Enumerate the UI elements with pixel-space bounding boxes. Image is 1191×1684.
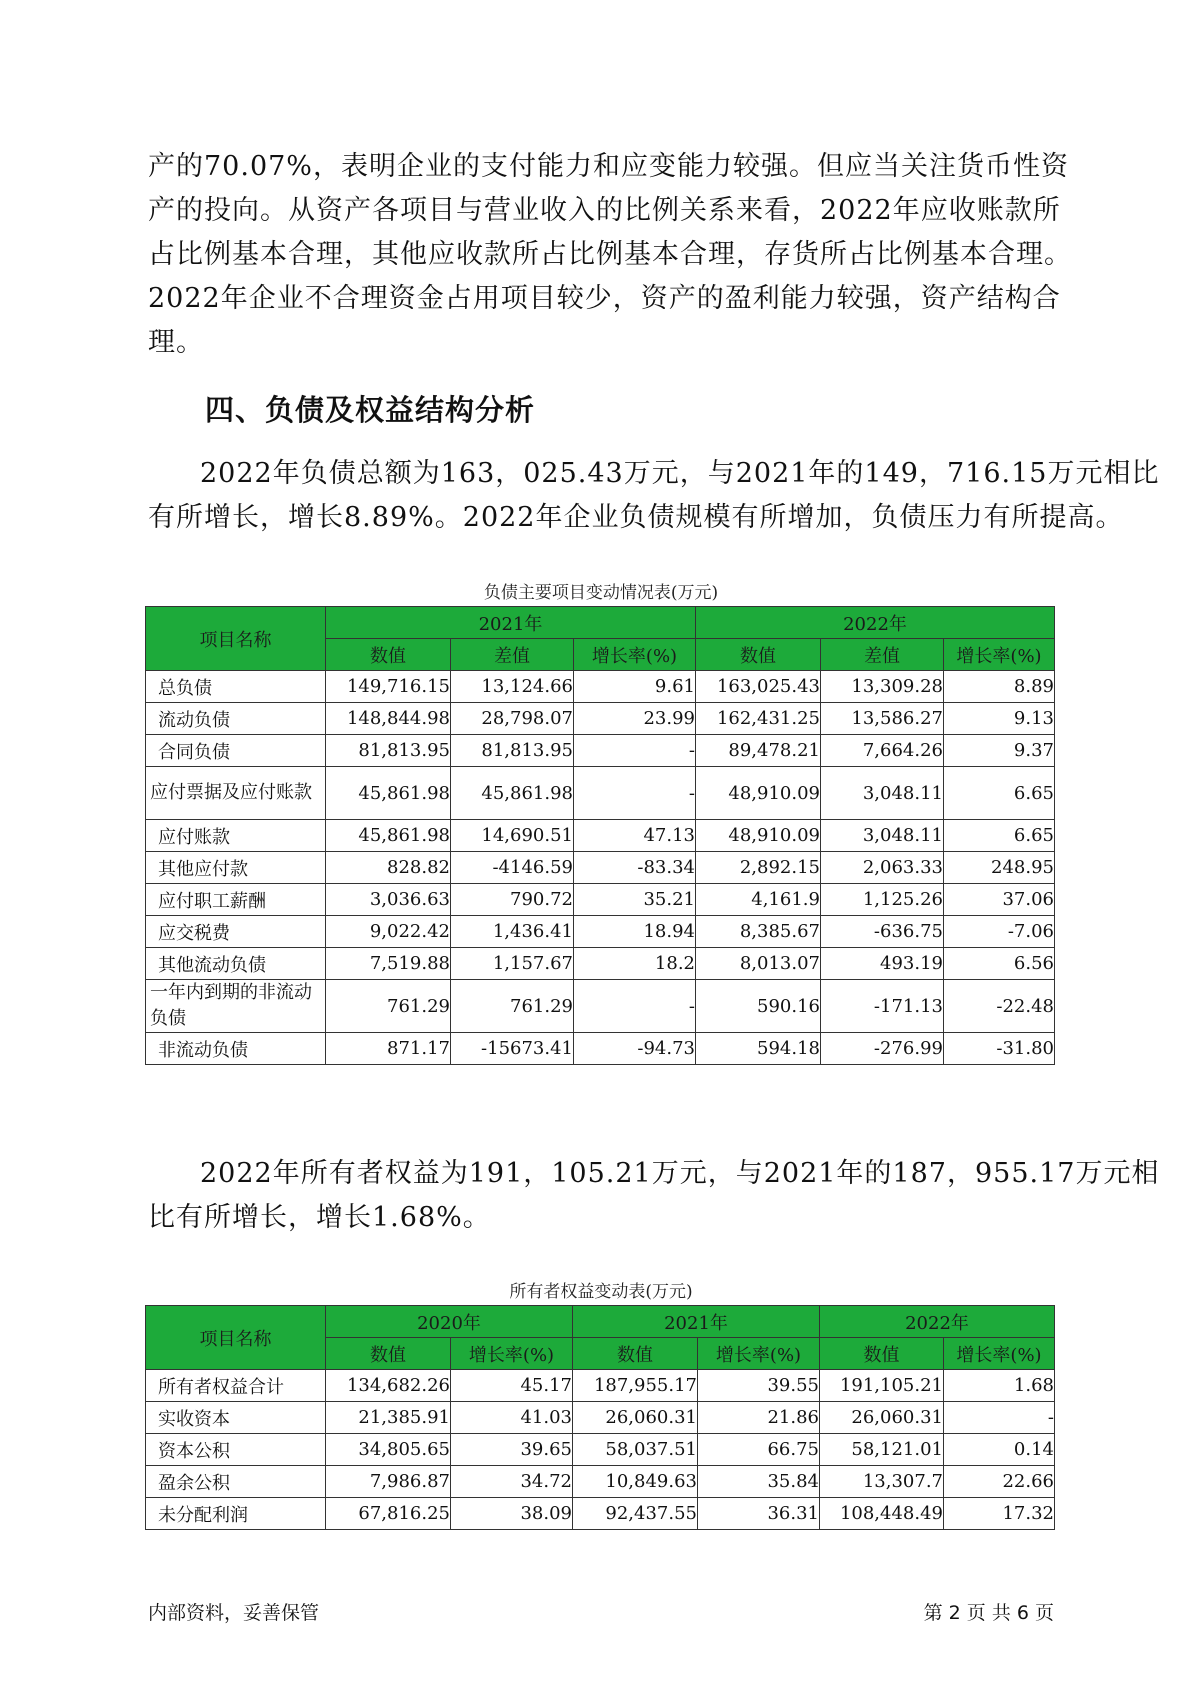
table-row (146, 735, 1055, 767)
table-cell: 8.89 (944, 671, 1055, 703)
table-cell: 18.94 (574, 916, 696, 948)
table-row (146, 820, 1055, 852)
table-cell: 66.75 (698, 1434, 820, 1466)
liability-line: 2022年负债总额为163，025.43万元，与2021年的149，716.15万元相比 (200, 458, 1160, 489)
table-cell: 10,849.63 (573, 1466, 698, 1498)
table-cell: 149,716.15 (326, 671, 451, 703)
table-cell: 3,048.11 (821, 767, 944, 820)
table-cell: 163,025.43 (696, 671, 821, 703)
table-cell: 35.21 (574, 884, 696, 916)
intro-line: 占比例基本合理，其他应收款所占比例基本合理，存货所占比例基本合理。 (148, 239, 1072, 270)
column-header: 差值 (451, 639, 574, 671)
equity-paragraph (148, 1152, 1160, 1240)
table-cell: 134,682.26 (326, 1370, 451, 1402)
table-row (146, 1370, 1055, 1402)
column-header-year: 2021年 (326, 607, 696, 639)
equity-table-caption: 所有者权益变动表(万元) (509, 1282, 693, 1302)
table-cell: 108,448.49 (820, 1498, 944, 1530)
table-cell: 0.14 (944, 1434, 1055, 1466)
table-cell: 9.37 (944, 735, 1055, 767)
table-cell: 67,816.25 (326, 1498, 451, 1530)
table-cell: -83.34 (574, 852, 696, 884)
table-cell: 18.2 (574, 948, 696, 980)
table-row (146, 1466, 1055, 1498)
row-label: 未分配利润 (146, 1498, 326, 1530)
table-row (146, 1033, 1055, 1065)
table-cell: 871.17 (326, 1033, 451, 1065)
row-label: 一年内到期的非流动负债 (146, 980, 326, 1033)
table-cell: 21.86 (698, 1402, 820, 1434)
table-cell: 48,910.09 (696, 767, 821, 820)
table-cell: 1,157.67 (451, 948, 574, 980)
table-cell: 6.56 (944, 948, 1055, 980)
row-label: 其他流动负债 (146, 948, 326, 980)
table-cell: 9.61 (574, 671, 696, 703)
table-cell: 22.66 (944, 1466, 1055, 1498)
table-cell: 3,036.63 (326, 884, 451, 916)
row-label: 流动负债 (146, 703, 326, 735)
table-cell: 89,478.21 (696, 735, 821, 767)
table-cell: 1.68 (944, 1370, 1055, 1402)
table-cell: 7,519.88 (326, 948, 451, 980)
table-cell: 761.29 (451, 980, 574, 1033)
table-cell: - (574, 767, 696, 820)
table-cell: -4146.59 (451, 852, 574, 884)
table-cell: 493.19 (821, 948, 944, 980)
table-cell: 3,048.11 (821, 820, 944, 852)
intro-line: 2022年企业不合理资金占用项目较少，资产的盈利能力较强，资产结构合 (148, 283, 1061, 314)
table-cell: 248.95 (944, 852, 1055, 884)
table-cell: 13,307.7 (820, 1466, 944, 1498)
table-cell: 8,385.67 (696, 916, 821, 948)
column-header-item-name: 项目名称 (146, 607, 326, 671)
table-row (146, 980, 1055, 1033)
table-row (146, 884, 1055, 916)
column-header: 数值 (326, 1338, 451, 1370)
liability-paragraph (148, 452, 1160, 540)
table-cell: 761.29 (326, 980, 451, 1033)
column-header-item-name: 项目名称 (146, 1306, 326, 1370)
table-cell: 37.06 (944, 884, 1055, 916)
section-heading: 四、负债及权益结构分析 (205, 393, 536, 427)
table-row (146, 1498, 1055, 1530)
table-cell: 191,105.21 (820, 1370, 944, 1402)
table-cell: 47.13 (574, 820, 696, 852)
table-cell: 58,037.51 (573, 1434, 698, 1466)
row-label: 应付职工薪酬 (146, 884, 326, 916)
column-header-year: 2022年 (820, 1306, 1055, 1338)
table-cell: 828.82 (326, 852, 451, 884)
table-cell: 17.32 (944, 1498, 1055, 1530)
table-cell: 92,437.55 (573, 1498, 698, 1530)
table-cell: 48,910.09 (696, 820, 821, 852)
table-cell: 8,013.07 (696, 948, 821, 980)
table-cell: 9.13 (944, 703, 1055, 735)
table-cell: 36.31 (698, 1498, 820, 1530)
table-cell: 39.55 (698, 1370, 820, 1402)
column-header: 差值 (821, 639, 944, 671)
table-cell: 1,125.26 (821, 884, 944, 916)
table-cell: 34,805.65 (326, 1434, 451, 1466)
intro-line: 产的投向。从资产各项目与营业收入的比例关系来看，2022年应收账款所 (148, 195, 1061, 226)
table-row (146, 948, 1055, 980)
table-cell: 26,060.31 (820, 1402, 944, 1434)
column-header: 数值 (696, 639, 821, 671)
footer-left: 内部资料，妥善保管 (148, 1602, 320, 1624)
table-cell: 790.72 (451, 884, 574, 916)
table-cell: 6.65 (944, 820, 1055, 852)
table-cell: 594.18 (696, 1033, 821, 1065)
table-cell: 81,813.95 (326, 735, 451, 767)
table-cell: 23.99 (574, 703, 696, 735)
row-label: 应付票据及应付账款 (146, 767, 326, 820)
table-cell: 13,124.66 (451, 671, 574, 703)
table-cell: 45,861.98 (326, 767, 451, 820)
table-cell: 2,063.33 (821, 852, 944, 884)
footer-page-number: 第 2 页 共 6 页 (923, 1602, 1054, 1624)
liability-table-caption: 负债主要项目变动情况表(万元) (483, 583, 719, 603)
intro-line: 产的70.07%，表明企业的支付能力和应变能力较强。但应当关注货币性资 (148, 151, 1069, 182)
table-row (146, 671, 1055, 703)
column-header: 增长率(%) (574, 639, 696, 671)
column-header: 增长率(%) (944, 639, 1055, 671)
table-cell: 26,060.31 (573, 1402, 698, 1434)
row-label: 实收资本 (146, 1402, 326, 1434)
table-cell: 148,844.98 (326, 703, 451, 735)
column-header: 数值 (820, 1338, 944, 1370)
column-header-year: 2020年 (326, 1306, 573, 1338)
table-row (146, 852, 1055, 884)
column-header: 数值 (573, 1338, 698, 1370)
table-cell: 2,892.15 (696, 852, 821, 884)
row-label: 盈余公积 (146, 1466, 326, 1498)
table-cell: 14,690.51 (451, 820, 574, 852)
table-row (146, 916, 1055, 948)
table-row (146, 1402, 1055, 1434)
column-header-year: 2022年 (696, 607, 1055, 639)
table-row (146, 1434, 1055, 1466)
table-row (146, 703, 1055, 735)
table-cell: 187,955.17 (573, 1370, 698, 1402)
table-cell: 590.16 (696, 980, 821, 1033)
row-label: 所有者权益合计 (146, 1370, 326, 1402)
row-label: 其他应付款 (146, 852, 326, 884)
table-cell: 6.65 (944, 767, 1055, 820)
table-cell: 28,798.07 (451, 703, 574, 735)
equity-line: 比有所增长，增长1.68%。 (148, 1202, 491, 1233)
column-header-year: 2021年 (573, 1306, 820, 1338)
row-label: 资本公积 (146, 1434, 326, 1466)
table-cell: 38.09 (451, 1498, 573, 1530)
intro-paragraph (148, 145, 1072, 365)
table-cell: 162,431.25 (696, 703, 821, 735)
table-cell: 45,861.98 (326, 820, 451, 852)
table-cell: 35.84 (698, 1466, 820, 1498)
liability-table (145, 606, 1055, 1065)
table-cell: 13,309.28 (821, 671, 944, 703)
table-cell: 81,813.95 (451, 735, 574, 767)
table-cell: -31.80 (944, 1033, 1055, 1065)
table-cell: 1,436.41 (451, 916, 574, 948)
table-cell: -22.48 (944, 980, 1055, 1033)
table-cell: -636.75 (821, 916, 944, 948)
table-cell: 9,022.42 (326, 916, 451, 948)
table-cell: -276.99 (821, 1033, 944, 1065)
table-cell: 39.65 (451, 1434, 573, 1466)
table-cell: -15673.41 (451, 1033, 574, 1065)
row-label: 合同负债 (146, 735, 326, 767)
intro-line: 理。 (148, 327, 204, 358)
table-cell: 58,121.01 (820, 1434, 944, 1466)
table-cell: 7,986.87 (326, 1466, 451, 1498)
table-cell: 45,861.98 (451, 767, 574, 820)
table-cell: 34.72 (451, 1466, 573, 1498)
row-label: 应交税费 (146, 916, 326, 948)
column-header: 增长率(%) (698, 1338, 820, 1370)
table-cell: - (944, 1402, 1055, 1434)
row-label: 应付账款 (146, 820, 326, 852)
liability-line: 有所增长，增长8.89%。2022年企业负债规模有所增加，负债压力有所提高。 (148, 502, 1124, 533)
table-cell: 45.17 (451, 1370, 573, 1402)
table-cell: 41.03 (451, 1402, 573, 1434)
column-header: 数值 (326, 639, 451, 671)
table-cell: - (574, 735, 696, 767)
table-cell: 4,161.9 (696, 884, 821, 916)
table-cell: -94.73 (574, 1033, 696, 1065)
table-cell: 21,385.91 (326, 1402, 451, 1434)
equity-table (145, 1305, 1055, 1530)
table-cell: - (574, 980, 696, 1033)
row-label: 非流动负债 (146, 1033, 326, 1065)
column-header: 增长率(%) (944, 1338, 1055, 1370)
table-cell: 13,586.27 (821, 703, 944, 735)
table-cell: 7,664.26 (821, 735, 944, 767)
column-header: 增长率(%) (451, 1338, 573, 1370)
equity-line: 2022年所有者权益为191，105.21万元，与2021年的187，955.17万元相 (200, 1158, 1160, 1189)
table-cell: -171.13 (821, 980, 944, 1033)
table-row (146, 767, 1055, 820)
row-label: 总负债 (146, 671, 326, 703)
table-cell: -7.06 (944, 916, 1055, 948)
